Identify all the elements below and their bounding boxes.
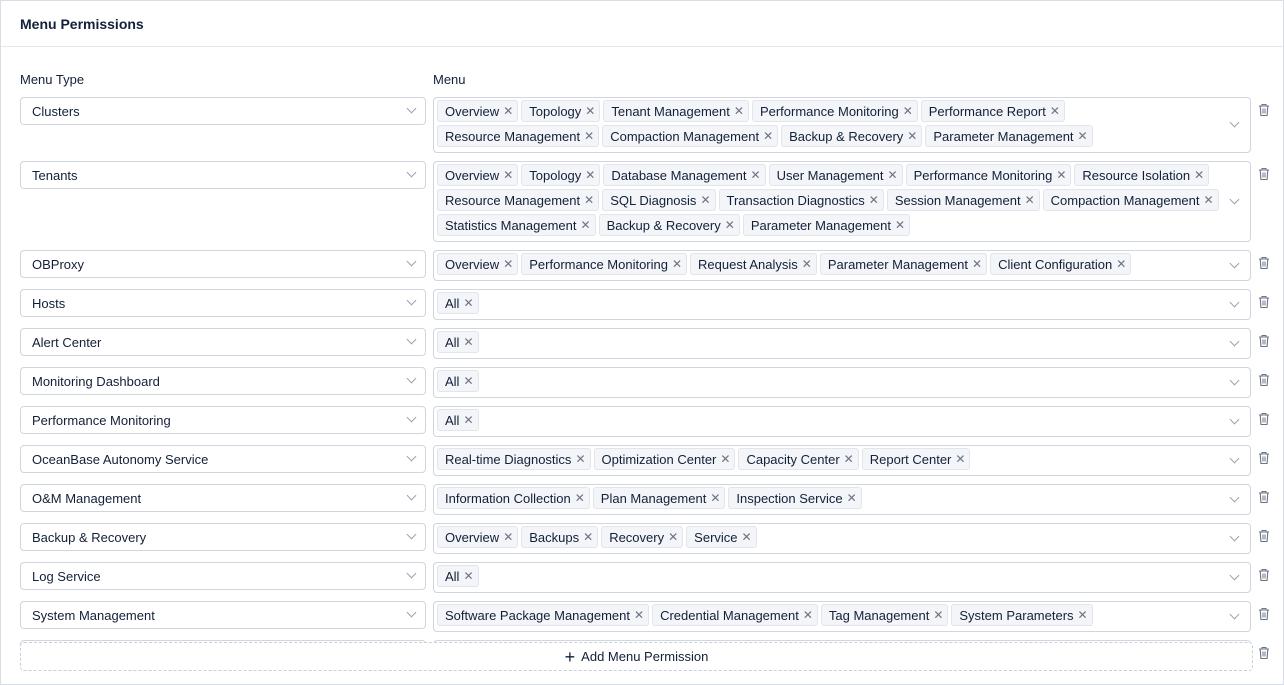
menu-type-select[interactable] [20,367,426,395]
chevron-down-icon [407,296,417,306]
chevron-down-icon [407,452,417,462]
menu-type-value: Monitoring Dashboard [32,373,160,389]
chevron-down-icon [1230,118,1240,128]
menu-tag [602,125,778,147]
menu-tag-label: Topology [529,103,582,119]
menu-tag [594,448,736,470]
menu-tag [921,100,1065,122]
menu-type-value: Clusters [32,103,80,119]
menu-tag [1043,189,1219,211]
chevron-down-icon [407,374,417,384]
menu-tag-label: Resource Management [445,192,581,208]
menu-tag [821,604,949,626]
close-icon[interactable]: ✕ [463,335,474,349]
close-icon[interactable]: ✕ [1194,168,1205,182]
close-icon[interactable]: ✕ [843,452,854,466]
menu-tag [728,487,861,509]
close-icon[interactable]: ✕ [700,193,711,207]
menu-tag [437,409,479,431]
menu-tag-label: Inspection Service [736,490,843,506]
menu-tag-label: Optimization Center [601,451,717,467]
trash-icon[interactable] [1258,256,1270,270]
menu-tag-label: Tenant Management [611,103,730,119]
chevron-down-icon [1230,609,1240,619]
menu-tag-label: Resource Isolation [1082,167,1191,183]
trash-icon[interactable] [1258,646,1270,660]
menu-tag-label: Topology [529,167,582,183]
menu-tag [437,214,596,236]
menu-tag-label: Recovery [609,529,665,545]
menu-type-select[interactable] [20,161,426,189]
trash-icon[interactable] [1258,490,1270,504]
menu-tag [437,526,518,548]
permission-row [20,97,1276,153]
trash-icon[interactable] [1258,568,1270,582]
chevron-down-icon [1230,453,1240,463]
close-icon[interactable]: ✕ [503,168,514,182]
menu-multi-select[interactable] [433,406,1251,437]
menu-type-value: Alert Center [32,334,102,350]
menu-type-select[interactable] [20,523,426,551]
chevron-down-icon [407,608,417,618]
menu-tag-label: Compaction Management [610,128,760,144]
menu-tag [599,214,740,236]
menu-tag-label: System Parameters [959,607,1074,623]
trash-icon[interactable] [1258,412,1270,426]
close-icon[interactable]: ✕ [503,530,514,544]
menu-tag [781,125,922,147]
menu-tag-label: Capacity Center [746,451,840,467]
menu-tag-label: Backup & Recovery [606,217,721,233]
trash-icon[interactable] [1258,167,1270,181]
close-icon[interactable]: ✕ [580,218,591,232]
menu-tag [769,164,903,186]
permission-row [20,367,1276,398]
chevron-down-icon [407,257,417,267]
menu-type-value: Backup & Recovery [32,529,147,545]
menu-tag [521,100,600,122]
close-icon[interactable]: ✕ [503,104,514,118]
menu-tag-label: Performance Report [928,103,1046,119]
menu-type-value: Log Service [32,568,101,584]
trash-icon[interactable] [1258,103,1270,117]
menu-multi-select[interactable] [433,601,1251,632]
menu-type-select[interactable] [20,97,426,125]
menu-tag-label: All [445,334,460,350]
menu-tag-label: SQL Diagnosis [610,192,697,208]
close-icon[interactable]: ✕ [1056,168,1067,182]
close-icon[interactable]: ✕ [955,452,966,466]
close-icon[interactable]: ✕ [902,104,913,118]
close-icon[interactable]: ✕ [733,104,744,118]
menu-tag-label: Database Management [611,167,747,183]
close-icon[interactable]: ✕ [1203,193,1214,207]
close-icon[interactable]: ✕ [801,257,812,271]
chevron-down-icon [1230,194,1240,204]
chevron-down-icon [1230,258,1240,268]
trash-icon[interactable] [1258,607,1270,621]
menu-tag-label: Credential Management [660,607,799,623]
menu-multi-select[interactable] [433,328,1251,359]
close-icon[interactable]: ✕ [503,257,514,271]
menu-tag [906,164,1072,186]
permission-rows [20,97,1276,679]
close-icon[interactable]: ✕ [972,257,983,271]
trash-icon[interactable] [1258,529,1270,543]
close-icon[interactable]: ✕ [720,452,731,466]
menu-tag [862,448,971,470]
menu-type-value: System Management [32,607,155,623]
chevron-down-icon [407,530,417,540]
menu-tag-label: Report Center [869,451,952,467]
close-icon[interactable]: ✕ [574,491,585,505]
menu-tag [437,125,599,147]
menu-tag-label: Plan Management [600,490,707,506]
menu-tag-label: Backups [529,529,580,545]
menu-type-value: Tenants [32,167,78,183]
trash-icon[interactable] [1258,373,1270,387]
menu-multi-select[interactable] [433,250,1251,281]
column-labels [20,72,1283,88]
menu-tag-label: All [445,412,460,428]
menu-tag [686,526,756,548]
menu-multi-select[interactable] [433,289,1251,320]
close-icon[interactable]: ✕ [1116,257,1127,271]
menu-multi-select[interactable] [433,161,1251,242]
permission-row [20,445,1276,476]
menu-label: Menu [433,72,466,87]
menu-tag [437,292,479,314]
chevron-down-icon [1230,375,1240,385]
chevron-down-icon [407,569,417,579]
chevron-down-icon [407,413,417,423]
trash-icon[interactable] [1258,295,1270,309]
menu-tag-label: Overview [445,167,500,183]
menu-tag [652,604,818,626]
menu-tag-label: Parameter Management [827,256,969,272]
close-icon[interactable]: ✕ [463,413,474,427]
menu-tag [437,189,599,211]
menu-tag [603,100,749,122]
menu-tag [437,370,479,392]
close-icon[interactable]: ✕ [724,218,735,232]
menu-tag [602,189,715,211]
menu-tag [521,253,687,275]
menu-tag [437,253,518,275]
menu-tag-label: Performance Monitoring [759,103,899,119]
menu-type-value: Hosts [32,295,66,311]
menu-tag [887,189,1040,211]
add-menu-permission-label: Add Menu Permission [581,649,709,664]
panel-header [1,1,1283,47]
menu-tag [437,448,591,470]
menu-tag-label: Overview [445,256,500,272]
close-icon[interactable]: ✕ [895,218,906,232]
menu-tag [603,164,765,186]
menu-tag-label: Information Collection [445,490,571,506]
plus-icon: + [564,646,576,667]
close-icon[interactable]: ✕ [583,530,594,544]
menu-tag-label: Real-time Diagnostics [445,451,572,467]
permission-row [20,328,1276,359]
chevron-down-icon [407,104,417,114]
menu-tag-label: Session Management [894,192,1021,208]
permission-row [20,484,1276,515]
close-icon[interactable]: ✕ [907,129,918,143]
menu-type-value: OceanBase Autonomy Service [32,451,209,467]
menu-type-select[interactable] [20,601,426,629]
menu-tag-label: Parameter Management [750,217,891,233]
close-icon[interactable]: ✕ [585,168,596,182]
close-icon[interactable]: ✕ [1077,608,1088,622]
chevron-down-icon [1230,570,1240,580]
menu-multi-select[interactable] [433,445,1251,476]
menu-tag [738,448,858,470]
menu-tag-label: Statistics Management [445,217,577,233]
chevron-down-icon [1230,297,1240,307]
menu-tag [437,604,649,626]
menu-tag [951,604,1092,626]
menu-multi-select[interactable] [433,562,1251,593]
chevron-down-icon [1230,492,1240,502]
menu-tag [437,331,479,353]
menu-tag [437,164,518,186]
menu-multi-select[interactable] [433,97,1251,153]
menu-tag-label: Backup & Recovery [789,128,904,144]
add-menu-permission-button[interactable] [20,642,1253,671]
menu-tag [719,189,884,211]
close-icon[interactable]: ✕ [763,129,774,143]
menu-multi-select[interactable] [433,523,1251,554]
menu-tag [743,214,910,236]
close-icon[interactable]: ✕ [463,374,474,388]
menu-tag-label: Performance Monitoring [529,256,668,272]
close-icon[interactable]: ✕ [741,530,752,544]
permission-row [20,601,1276,632]
menu-multi-select[interactable] [433,367,1251,398]
menu-tag-label: All [445,373,460,389]
menu-tag [437,565,479,587]
menu-tag [752,100,918,122]
menu-tag-label: All [445,295,460,311]
close-icon[interactable]: ✕ [1077,129,1088,143]
menu-tag-label: Transaction Diagnostics [726,192,865,208]
menu-type-select[interactable] [20,250,426,278]
permission-row [20,161,1276,242]
menu-tag [437,100,518,122]
menu-tag-label: User Management [776,167,884,183]
menu-tag-label: Overview [445,103,500,119]
menu-type-label: Menu Type [20,72,85,87]
menu-tag-label: Request Analysis [698,256,798,272]
chevron-down-icon [407,168,417,178]
menu-tag-label: Compaction Management [1050,192,1200,208]
menu-type-value: O&M Management [32,490,142,506]
menu-type-select[interactable] [20,562,426,590]
close-icon[interactable]: ✕ [584,193,595,207]
menu-type-value: OBProxy [32,256,85,272]
menu-tag [593,487,726,509]
menu-type-select[interactable] [20,445,426,473]
close-icon[interactable]: ✕ [585,104,596,118]
menu-tag-label: Performance Monitoring [913,167,1053,183]
permission-row [20,289,1276,320]
permission-row [20,250,1276,281]
trash-icon[interactable] [1258,334,1270,348]
close-icon[interactable]: ✕ [1049,104,1060,118]
close-icon[interactable]: ✕ [634,608,645,622]
menu-tag [437,487,590,509]
close-icon[interactable]: ✕ [846,491,857,505]
menu-tag-label: All [445,568,460,584]
menu-tag-label: Software Package Management [445,607,630,623]
chevron-down-icon [407,335,417,345]
permission-row [20,562,1276,593]
close-icon[interactable]: ✕ [463,569,474,583]
close-icon[interactable]: ✕ [802,608,813,622]
close-icon[interactable]: ✕ [868,193,879,207]
close-icon[interactable]: ✕ [710,491,721,505]
menu-type-select[interactable] [20,328,426,356]
chevron-down-icon [1230,336,1240,346]
menu-type-select[interactable] [20,484,426,512]
menu-type-select[interactable] [20,406,426,434]
menu-tag-label: Client Configuration [998,256,1113,272]
menu-tag-label: Parameter Management [933,128,1074,144]
menu-tag [521,526,598,548]
close-icon[interactable]: ✕ [887,168,898,182]
chevron-down-icon [1230,531,1240,541]
menu-tag [521,164,600,186]
menu-tag [690,253,817,275]
menu-type-select[interactable] [20,289,426,317]
close-icon[interactable]: ✕ [575,452,586,466]
close-icon[interactable]: ✕ [463,296,474,310]
menu-tag-label: Resource Management [445,128,581,144]
menu-tag-label: Service [694,529,738,545]
permission-row [20,523,1276,554]
close-icon[interactable]: ✕ [584,129,595,143]
close-icon[interactable]: ✕ [750,168,761,182]
permission-row [20,406,1276,437]
close-icon[interactable]: ✕ [1024,193,1035,207]
menu-multi-select[interactable] [433,484,1251,515]
menu-tag [925,125,1092,147]
close-icon[interactable]: ✕ [671,257,683,271]
trash-icon[interactable] [1258,451,1270,465]
menu-tag [820,253,987,275]
menu-tag-label: Tag Management [828,607,930,623]
menu-tag [601,526,683,548]
menu-type-value: Performance Monitoring [32,412,171,428]
chevron-down-icon [1230,414,1240,424]
menu-tag [990,253,1131,275]
close-icon[interactable]: ✕ [668,530,679,544]
chevron-down-icon [407,491,417,501]
close-icon[interactable]: ✕ [933,608,944,622]
menu-tag [1074,164,1209,186]
panel-title: Menu Permissions [20,15,144,32]
menu-tag-label: Overview [445,529,500,545]
